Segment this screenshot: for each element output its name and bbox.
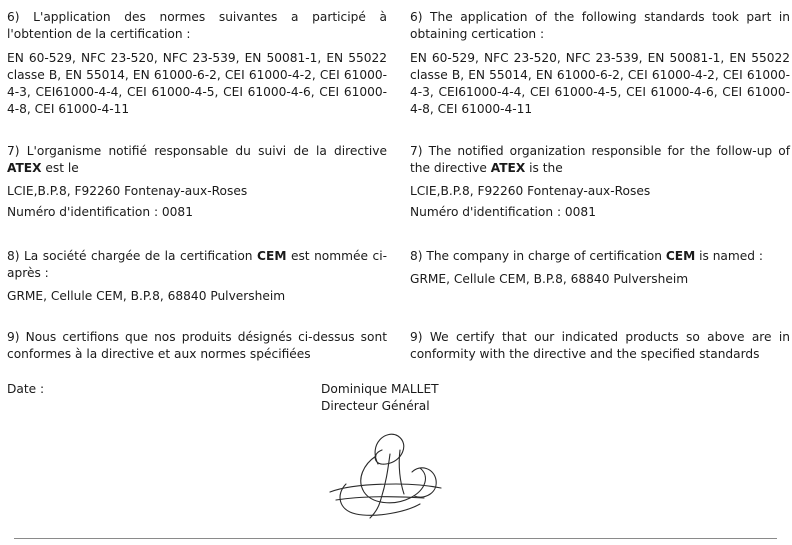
fr-section-7-pre: 7) L'organisme notifié responsable du suivi de la directive (7, 144, 387, 158)
en-section-8-pre: 8) The company in charge of certification (410, 249, 666, 263)
en-section-8-text (410, 248, 790, 265)
fr-section-9 (7, 329, 387, 363)
en-section-6-standards: EN 60-529, NFC 23-520, NFC 23-539, EN 50081-1, EN 55022 classe B, EN 55014, EN 61000-6-2, CEI 61000-4-2, CEI 61000-4-3, CEI61000-4-4, CEI 61000-4-5, CEI 61000-4-6, CEI 61000-4-8, CEI 61000-4-11 (410, 51, 790, 116)
date-label: Date : (7, 382, 45, 396)
fr-section-7-post: est le (41, 161, 79, 175)
en-section-9 (410, 329, 790, 363)
en-section-7 (410, 143, 790, 221)
handwritten-signature (316, 424, 466, 524)
en-section-7-id: Numéro d'identification : 0081 (410, 205, 596, 219)
en-section-7-address: LCIE,B.P.8, F92260 Fontenay-aux-Roses (410, 184, 651, 198)
fr-section-6-standards: EN 60-529, NFC 23-520, NFC 23-539, EN 50081-1, EN 55022 classe B, EN 55014, EN 61000-6-2, CEI 61000-4-2, CEI 61000-4-3, CEI61000-4-4, CEI 61000-4-5, CEI 61000-4-6, CEI 61000-4-8, CEI 61000-4-11 (7, 51, 387, 116)
en-section-8-post: is named : (695, 249, 763, 263)
fr-section-6-intro: 6) L'application des normes suivantes a participé à l'obtention de la certification : (7, 10, 387, 41)
fr-section-9-text: 9) Nous certifions que nos produits désignés ci-dessus sont conformes à la directive et aux normes spécifiées (7, 330, 387, 361)
en-section-7-text (410, 143, 790, 177)
fr-section-8-post: est nommée ci-après : (7, 249, 387, 280)
en-section-8-cem: CEM (665, 249, 696, 263)
signer-block (321, 381, 439, 415)
fr-section-7-text (7, 143, 387, 177)
fr-section-7-id: Numéro d'identification : 0081 (7, 205, 193, 219)
fr-section-6 (7, 9, 387, 118)
fr-section-7-address: LCIE,B.P.8, F92260 Fontenay-aux-Roses (7, 184, 248, 198)
fr-section-8-text (7, 248, 387, 282)
en-section-6-intro: 6) The application of the following standards took part in obtaining certication : (410, 10, 790, 41)
en-section-7-post: is the (525, 161, 563, 175)
fr-section-8-address: GRME, Cellule CEM, B.P.8, 68840 Pulversheim (7, 289, 286, 303)
footer-divider (14, 538, 777, 539)
en-section-8-address: GRME, Cellule CEM, B.P.8, 68840 Pulversheim (410, 272, 689, 286)
fr-section-8 (7, 248, 387, 305)
fr-section-7 (7, 143, 387, 221)
fr-section-7-atex: ATEX (7, 161, 42, 175)
en-section-8 (410, 248, 790, 288)
en-section-7-pre: 7) The notified organization responsible for the follow-up of the directive (410, 144, 790, 175)
fr-section-8-pre: 8) La société chargée de la certification (7, 249, 258, 263)
en-section-7-atex: ATEX (490, 161, 526, 175)
signer-name: Dominique MALLET (321, 382, 439, 396)
signer-title: Directeur Général (321, 399, 430, 413)
en-section-9-text: 9) We certify that our indicated products so above are in conformity with the directive and the specified standards (410, 330, 790, 361)
fr-section-8-cem: CEM (257, 249, 287, 263)
en-section-6 (410, 9, 790, 118)
